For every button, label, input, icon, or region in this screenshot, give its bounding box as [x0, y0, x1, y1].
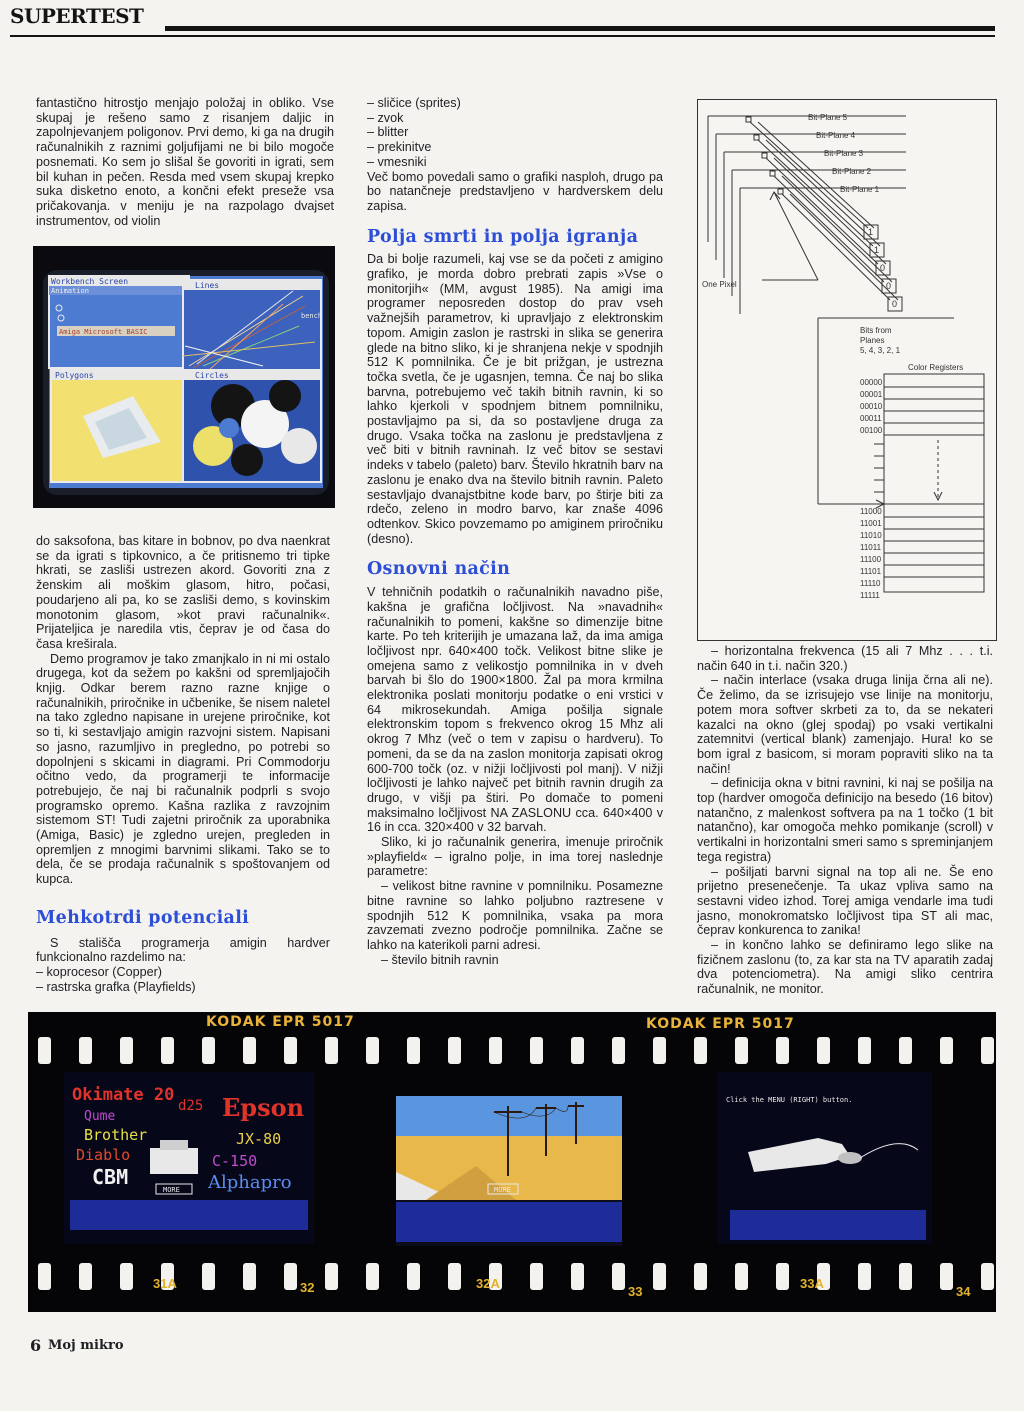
publication-name: Moj mikro [48, 1338, 124, 1353]
film-sprocket [776, 1263, 789, 1290]
film-sprocket [79, 1263, 92, 1290]
frame-number: 32 [300, 1280, 315, 1295]
film-sprocket [448, 1263, 461, 1290]
printer-name: Epson [222, 1093, 305, 1122]
film-frame-mouse [718, 1072, 932, 1244]
hardware-list-continued [367, 96, 663, 170]
list-item: – koprocesor (Copper) [36, 964, 162, 979]
film-sprocket [571, 1263, 584, 1290]
plane-label: Bit-Plane 2 [832, 167, 872, 176]
film-sprocket [653, 1263, 666, 1290]
paragraph: V tehničnih podatkih o računalnikih navadno piše, kakšna je grafična ločljivost. Na »navadnih« računalnikih to pomeni, kakšne so dimenzije bitne karte. Po teh kriterijih je umazana laž, da ima amiga ločljivost npr. 640×400 točk. Velikost bitne slike je omejena samo z velikostjo pomnilnika in v dveh barvah bi šlo do 1900×1800. Žal pa mora krmilna elektronika poslati monitorju podatke o eni vrstici v 64 mikrosekundah. Amiga pošilja signale elektronskim topom s frekvenco okrog 15 Mhz ali okrog 7 Mhz (več o tem v zapisu o hardveru). To pomeni, da se da na zaslon monitorja zapisati okrog 600-700 točk (oz. v nižji ločljivosti pol manj). V nižji ločljivosti je lahko največ pet bitnih ravnin drugih za drugo, v višji pa štiri. Po domače to pomeni maksimalno ločljivost NA ZASLONU cca. 640×400 v 16 in cca. 320×400 v 32 barvah. [367, 585, 663, 835]
film-sprocket [202, 1263, 215, 1290]
printer-name: JX-80 [236, 1130, 282, 1148]
more-button: MORE [494, 1186, 511, 1194]
film-sprocket [530, 1263, 543, 1290]
film-sprocket [735, 1263, 748, 1290]
film-frame-printers [64, 1072, 314, 1244]
film-sprocket [899, 1037, 912, 1064]
frame-number: 31A [153, 1276, 177, 1291]
film-sprocket [366, 1263, 379, 1290]
film-frame-desert [396, 1096, 622, 1246]
column-2 [367, 96, 663, 967]
register-code: 11010 [860, 531, 882, 540]
paragraph: Da bi bolje razumeli, kaj vse se da početi z amigino grafiko, je morda dobro prebrati zapis »Vse o monitorjih« (MM, avgust 1985). Na amigi ima programer neposreden dostop do prav vseh važnejših parametrov, ki upravljajo z elektronskim topom. Amigin zaslon je rastrski in slika se generira glede na bitno sliko, ki je shranjena nekje v spodnjih 512 K pomnilnika. Če je bit prižgan, je ustrezna točka svetla, če je ugasnjen, temna. Če naj bo slika barvna, potrebujemo več takih bitnih ravnin, ki so lahko kjerkoli v spodnjem bitnem pomnilniku, postavljajmo pa si, da so postavljene druga za drugo. Vsaka točka na zaslonu je predstavljena z več biti v bitnih ravninah. Iz več bitov se sestavi indeks v tabelo (paleto) barv. Število hkratnih barv na zaslonu je enako dva na število bitnih ravnin. Paleto sestavljajo dvanajstbitne kode barv, po štirje biti za rdečo, zeleno in modro barvo, kar znaše 4096 odtenkov. Skico povzemamo po amiginem priročniku (desno). [367, 252, 663, 546]
film-sprocket [79, 1037, 92, 1064]
film-sprocket [858, 1263, 871, 1290]
film-sprocket [694, 1037, 707, 1064]
film-sprocket [284, 1037, 297, 1064]
register-code: 11100 [860, 555, 882, 564]
film-sprocket [981, 1037, 994, 1064]
circles-text: Circles [195, 371, 229, 380]
lines-text: Lines [195, 281, 220, 290]
register-code: 11011 [860, 543, 882, 552]
bench-text: bench [301, 312, 323, 320]
list-item: – in končno lahko se definiramo lego slike na fizičnem zaslonu (to, za kar sta na TV aparatih zadaj dva potenciometra). Na amigi sliko centrira računalnik, ne monitor. [697, 938, 993, 997]
register-code: 11111 [860, 591, 880, 600]
bits-from-label: Planes [860, 336, 885, 345]
paragraph: fantastično hitrostjo menjajo položaj in obliko. Vse skupaj je rešeno samo z risanjem daljic in zapolnjevanjem poligonov. Prvi demo, ki ga na drugih računalnikih z raznimi goljufijami ne bi bilo mogoče posnemati. Ko sem jo slišal še govoriti in igrati, sem bil kuhan in pečen. Resda med vsem skupaj krepko suka disketno enoto, a končni efekt preseže vsa pričakovanja. v meniju je na razpolago dvajset instrumentov, od violin [36, 96, 334, 228]
frame-number: 34 [956, 1284, 971, 1299]
paragraph: Več bomo povedali samo o grafiki nasploh, drugo pa bo natančneje predstavljeno v hardverskem delu zapisa. [367, 169, 663, 213]
bit-value: 1 [874, 245, 880, 255]
film-sprocket [243, 1263, 256, 1290]
film-strip [28, 1012, 996, 1312]
animation-text: Animation [51, 287, 89, 295]
list-item: – število bitnih ravnin [381, 952, 499, 967]
frame-number: 33 [628, 1284, 643, 1299]
list-item: – definicija okna v bitni ravnini, ki naj se pošilja na top (hardver omogoča definicijo na besedo (16 bitov) natančno, z malenkost softvera pa na 1 točko (1 bit natančno), kar omogoča mehko pomikanje (scroll) v vertikalni in horizontalni smeri samo s spreminjanjem tega registra) [697, 776, 993, 864]
plane-label: Bit-Plane 5 [808, 113, 848, 122]
polygons-text: Polygons [55, 371, 94, 380]
register-code: 11000 [860, 507, 882, 516]
plane-label: Bit-Plane 1 [840, 185, 880, 194]
film-sprocket [817, 1037, 830, 1064]
register-code: 00011 [860, 414, 882, 423]
film-sprocket [325, 1037, 338, 1064]
film-sprocket [366, 1037, 379, 1064]
register-code: 11001 [860, 519, 882, 528]
film-sprocket [899, 1263, 912, 1290]
film-sprocket [161, 1037, 174, 1064]
film-sprocket [612, 1263, 625, 1290]
film-sprocket [202, 1037, 215, 1064]
bitplane-diagram [697, 99, 997, 641]
register-code: 00000 [860, 378, 883, 387]
film-sprocket [940, 1037, 953, 1064]
list-item: – način interlace (vsaka druga linija črna ali ne). Če želimo, da se izrisujejo vse linije na monitorju, potem mora softver skrbeti za to, da se nekateri kazalci na okno (glej spodaj) po vsaki vertikalni zatemnitvi (vertical blank) zamenjajo. Hura! ko se bom igral z basicom, si moram popraviti sliko na ta način! [697, 673, 993, 776]
printer-name: Diablo [76, 1146, 131, 1164]
bits-from-label: 5, 4, 3, 2, 1 [860, 346, 901, 355]
film-sprocket [735, 1037, 748, 1064]
section-title: SUPERTEST [10, 4, 144, 28]
plane-label: Bit-Plane 4 [816, 131, 856, 140]
register-code: 11110 [860, 579, 881, 588]
plane-label: Bit-Plane 3 [824, 149, 864, 158]
header-rule-thin [10, 35, 995, 37]
film-sprocket [940, 1263, 953, 1290]
bits-from-label: Bits from [860, 326, 892, 335]
column-1-top [36, 96, 334, 228]
film-sprocket [981, 1263, 994, 1290]
film-sprocket [571, 1037, 584, 1064]
list-item: – vmesniki [367, 154, 427, 169]
film-sprocket [38, 1037, 51, 1064]
page-number: 6 [30, 1336, 42, 1355]
register-code: 11101 [860, 567, 882, 576]
register-code: 00100 [860, 426, 883, 435]
paragraph: Sliko, ki jo računalnik generira, imenuje priročnik »playfield« – igralno polje, in ima torej naslednje parametre: [367, 835, 663, 879]
film-sprocket [38, 1263, 51, 1290]
sprocket-row-top [28, 1034, 996, 1068]
film-sprocket [858, 1037, 871, 1064]
film-brand-left: KODAK EPR 5017 [206, 1014, 355, 1030]
printer-name: Alphapro [208, 1172, 292, 1193]
film-sprocket [489, 1037, 502, 1064]
printer-name: CBM [92, 1165, 129, 1189]
film-sprocket [243, 1037, 256, 1064]
bit-value: 1 [868, 227, 874, 237]
column-1-bottom [36, 534, 330, 994]
one-pixel-label: One Pixel [702, 280, 737, 289]
basic-text: Amiga Microsoft BASIC [59, 328, 148, 336]
film-sprocket [325, 1263, 338, 1290]
bit-value: 0 [886, 281, 892, 291]
film-sprocket [448, 1037, 461, 1064]
film-sprocket [407, 1263, 420, 1290]
heading-mehkotrdi: Mehkotrdi potenciali [36, 907, 250, 928]
film-sprocket [284, 1263, 297, 1290]
register-code: 00001 [860, 390, 883, 399]
film-sprocket [694, 1263, 707, 1290]
paragraph: do saksofona, bas kitare in bobnov, po dva naenkrat se da igrati s tipkovnico, a če pritisnemo tri tipke hkrati, se zasliši ustrezen akord. Govoriti zna z ženskim ali moškim glasom, hitro, počasi, poudarjeno ali pa, ko se zasliši demo, s kovinskim monotonim glasom, »kot pravi računalnik«. Prijateljica je naredila vtis, čeprav je od časa do časa kreširala. [36, 534, 330, 651]
heading-osnovni: Osnovni način [367, 559, 511, 580]
color-registers-label: Color Registers [908, 363, 964, 372]
heading-polja: Polja smrti in polja igranja [367, 226, 639, 247]
film-sprocket [776, 1037, 789, 1064]
paragraph: S stališča programerja amigin hardver funkcionalno razdelimo na: [36, 935, 330, 965]
header-rule [165, 26, 995, 31]
film-sprocket [530, 1037, 543, 1064]
hardware-list [36, 965, 330, 994]
bit-value: 0 [892, 299, 898, 309]
film-sprocket [120, 1263, 133, 1290]
list-item: – rastrska grafka (Playfields) [36, 979, 196, 994]
list-item: – blitter [367, 125, 409, 140]
list-item: – horizontalna frekvenca (15 ali 7 Mhz . . . t.i. način 640 in t.i. način 320.) [697, 644, 993, 673]
register-code: 00010 [860, 402, 883, 411]
film-sprocket [407, 1037, 420, 1064]
printer-name: Okimate 20 [72, 1085, 175, 1105]
more-button: MORE [163, 1186, 180, 1194]
column-3 [697, 644, 993, 997]
film-brand-right: KODAK EPR 5017 [646, 1016, 795, 1032]
film-sprocket [653, 1037, 666, 1064]
workbench-title-text: Workbench Screen [51, 277, 129, 286]
list-item: – sličice (sprites) [367, 96, 461, 110]
printer-name: Brother [84, 1126, 148, 1144]
paragraph: Demo programov je tako zmanjkalo in ni mi ostalo drugega, kot da sežem po kakšni od spremljajočih knjig. Odkar berem razno razne knjige o računalnikih, priročnike in učbenike, še nisem naletel na tako zgledno napisane in urejene priročnike, kot so ti, ki sestavljajo amigin razvojni sistem. Napisani so jasno, razumljivo in pregledno, po potrebi so dopolnjeni s skicami in diagrami. Pri Commodorju očitno vedo, da programerji te informacije potrebujejo, če naj bi računalnik podprli s svojo programsko opremo. Kašna razlika z ravzojnim sistemom ST! Tudi zajetni priročnik za uporabnika (Amiga, Basic) je zgledno urejen, pregleden in opremljen z mnogimi barvnimi slikami. Tako se to dela, če se prodaja računalnik s spoštovanjem od kupca. [36, 651, 331, 887]
bit-value: 0 [880, 263, 886, 273]
list-item: – prekinitve [367, 140, 432, 155]
printer-name: d25 [178, 1098, 204, 1114]
printer-name: Qume [84, 1109, 116, 1124]
list-item: – velikost bitne ravnine v pomnilniku. Posamezne bitne ravnine so lahko poljubno raztresene v spodnjih 512 K pomnilnika, vsaka pa mora zavzemati zvezno področje pomnilnika. Začne se lahko na katerikoli parni adresi. [367, 879, 663, 952]
playfield-parameters [367, 879, 663, 967]
workbench-photo [33, 246, 335, 508]
frame-number: 32A [476, 1276, 500, 1291]
list-item: – zvok [367, 110, 404, 125]
printer-name: C-150 [212, 1152, 258, 1170]
film-sprocket [612, 1037, 625, 1064]
mouse-caption: Click the MENU (RIGHT) button. [726, 1096, 853, 1104]
frame-number: 33A [800, 1276, 824, 1291]
list-item: – pošiljati barvni signal na top ali ne. Še eno prijetno presenečenje. Ta ukaz vpliva samo na sestavni video izhod. Torej amiga vendarle ima tudi jasno, monokromatsko ločljivost tipa ST ali mac, čeprav konkurenca to zanika! [697, 864, 993, 938]
film-sprocket [120, 1037, 133, 1064]
playfield-parameters-continued [697, 644, 993, 997]
